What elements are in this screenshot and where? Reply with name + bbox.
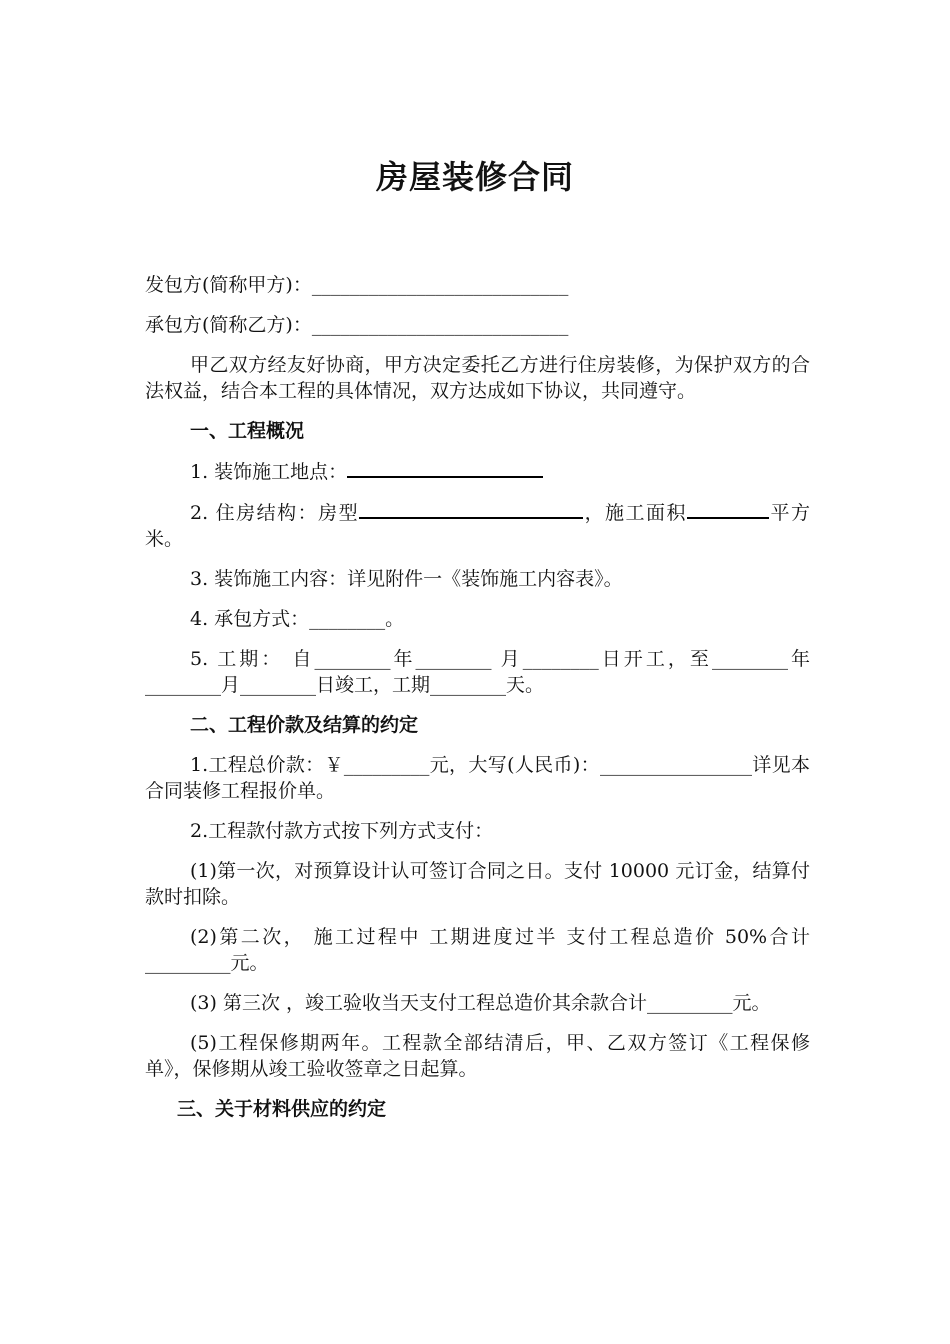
section-3-heading: 三、关于材料供应的约定 (177, 1098, 387, 1120)
construction-site-label: 1. 装饰施工地点： (190, 461, 348, 483)
area-label: ，施工面积 (583, 502, 688, 524)
section-1-heading: 一、工程概况 (190, 420, 305, 442)
construction-site-blank (347, 458, 543, 478)
payment-3: (3) 第三次 ，竣工验收当天支付工程总造价其余款合计_________元。 (190, 992, 771, 1014)
area-blank (687, 499, 769, 519)
payment-1: (1)第一次，对预算设计认可签订合同之日。支付 10000 元订金，结算付款时扣除。 (145, 860, 810, 908)
section-2-item-2: 2.工程款付款方式按下列方式支付： (190, 820, 494, 842)
party-a-line: 发包方(简称甲方)：___________________________ (145, 274, 569, 296)
payment-5: (5)工程保修期两年。工程款全部结清后，甲、乙双方签订《工程保修单》，保修期从竣工验收签章之日起算。 (145, 1032, 810, 1080)
section-2-heading: 二、工程价款及结算的约定 (190, 714, 419, 736)
section-1-item-3: 3. 装饰施工内容：详见附件一《装饰施工内容表》。 (190, 568, 623, 590)
payment-2: (2)第二次， 施工过程中 工期进度过半 支付工程总造价 50%合计_________元。 (145, 926, 810, 974)
area-unit: 平方米。 (145, 502, 810, 550)
intro-paragraph: 甲乙双方经友好协商，甲方决定委托乙方进行住房装修，为保护双方的合法权益，结合本工程的具体情况，双方达成如下协议，共同遵守。 (145, 354, 810, 402)
house-type-blank (359, 499, 583, 519)
section-1-item-1 (145, 458, 810, 485)
house-type-label: 2. 住房结构：房型 (190, 502, 360, 524)
document-title: 房屋装修合同 (375, 158, 574, 196)
party-b-line: 承包方(简称乙方)：___________________________ (145, 314, 569, 336)
section-2-item-1: 1.工程总价款：￥_________元，大写(人民币)：________________详见本合同装修工程报价单。 (145, 754, 810, 802)
section-1-item-4: 4. 承包方式：________。 (190, 608, 405, 630)
section-1-item-2 (145, 499, 810, 552)
section-1-item-5: 5. 工期： 自________年________ 月________日开工，至________年________月________日竣工，工期________天。 (145, 648, 810, 696)
document-body (145, 272, 810, 1136)
